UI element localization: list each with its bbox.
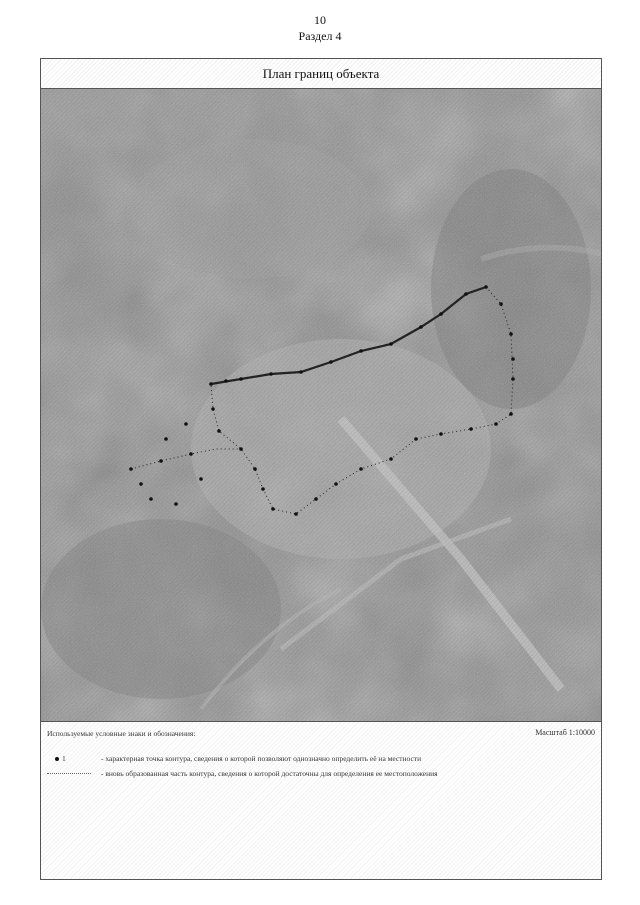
- point-number: 1: [62, 754, 66, 763]
- plan-frame: [40, 58, 602, 880]
- section-title: Раздел 4: [298, 29, 342, 43]
- plan-title: План границ объекта: [41, 59, 601, 89]
- legend-title: Используемые условные знаки и обозначения:: [47, 729, 196, 738]
- aerial-photo: [41, 89, 601, 721]
- page-number: 10: [314, 13, 326, 27]
- legend-item-text: - характерная точка контура, сведения о которой позволяют однозначно определить её на местности: [101, 754, 422, 763]
- point-marker-icon: [55, 754, 95, 763]
- legend-item-text: - вновь образованная часть контура, сведения о которой достаточны для определения ее местоположения: [101, 769, 438, 778]
- aerial-map: [41, 89, 601, 721]
- scale-label: Масштаб 1:10000: [535, 728, 595, 737]
- legend-panel: [41, 721, 601, 879]
- dotted-line-icon: [47, 773, 91, 774]
